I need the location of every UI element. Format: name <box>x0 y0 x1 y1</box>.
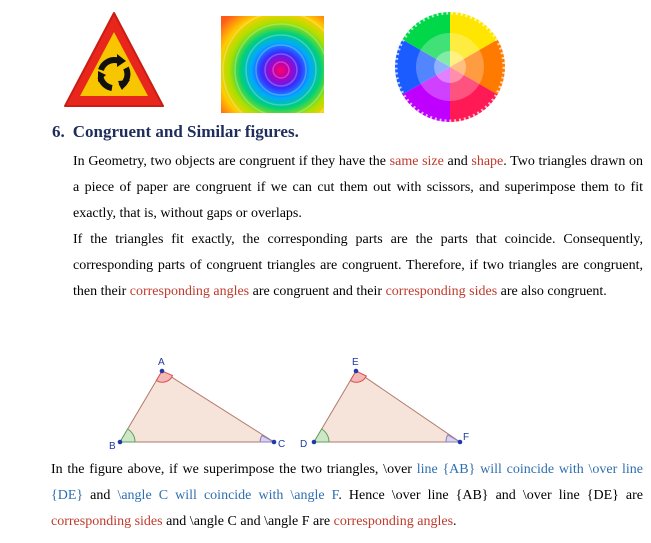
paragraph-corresponding-parts <box>73 227 643 305</box>
label-e: E <box>352 357 359 368</box>
highlight-ab-de: line {AB} will coincide with \over line {DE} <box>51 462 643 503</box>
text-run: are congruent and their <box>249 284 386 299</box>
text-run: If the triangles fit exactly, the corresponding parts are the parts that coincide. Consequently, corresponding parts of congruent triangles are congruent. Therefore, if two triangles are congruent, then their <box>73 232 643 299</box>
paragraph-congruent-definition <box>73 149 643 227</box>
section-title <box>52 122 299 142</box>
spiral-tunnel-icon <box>221 16 324 113</box>
text-run: are also congruent. <box>497 284 607 299</box>
point-a <box>160 369 165 374</box>
highlight-corresponding-sides: corresponding sides <box>51 514 163 529</box>
paragraph-figure-explanation <box>51 457 643 535</box>
text-run: . Hence \over line {AB} and \over line {DE} are <box>338 488 644 503</box>
section-number: 6. <box>52 122 65 141</box>
color-wheel-icon <box>393 10 507 124</box>
highlight-corresponding-angles: corresponding angles <box>129 284 250 299</box>
text-run: and <box>83 488 118 503</box>
highlight-corresponding-angles: corresponding angles <box>333 514 454 529</box>
triangle-def <box>314 371 460 442</box>
point-f <box>458 440 463 445</box>
highlight-shape: shape <box>471 154 504 169</box>
label-d: D <box>300 439 308 450</box>
label-a: A <box>158 357 165 368</box>
congruent-triangles-figure <box>100 352 500 452</box>
text-run: In the figure above, if we superimpose the two triangles, \over <box>51 462 417 477</box>
point-e <box>354 369 359 374</box>
label-c: C <box>278 439 286 450</box>
point-d <box>312 440 317 445</box>
text-run: . <box>453 514 457 529</box>
label-b: B <box>109 441 116 452</box>
text-run: In Geometry, two objects are congruent if they have the <box>73 154 390 169</box>
triangle-abc <box>120 371 274 442</box>
illustrations-row <box>0 0 651 125</box>
section-title-text: Congruent and Similar figures. <box>72 122 299 141</box>
text-run: and <box>443 154 472 169</box>
text-run: . Two triangles drawn on a piece of paper are congruent if we can cut them out with scissors, and superimpose them to fit exactly, that is, without gaps or overlaps. <box>73 154 644 221</box>
highlight-angle-c-f: \angle C will coincide with \angle F <box>117 488 339 503</box>
angle-c-mark <box>260 435 274 442</box>
highlight-corresponding-sides: corresponding sides <box>385 284 498 299</box>
point-c <box>272 440 277 445</box>
highlight-same-size: same size <box>389 154 444 169</box>
angle-f-mark <box>446 435 460 442</box>
roundabout-warning-sign-icon <box>62 10 166 110</box>
point-b <box>118 440 123 445</box>
label-f: F <box>463 432 470 443</box>
text-run: and \angle C and \angle F are <box>162 514 334 529</box>
